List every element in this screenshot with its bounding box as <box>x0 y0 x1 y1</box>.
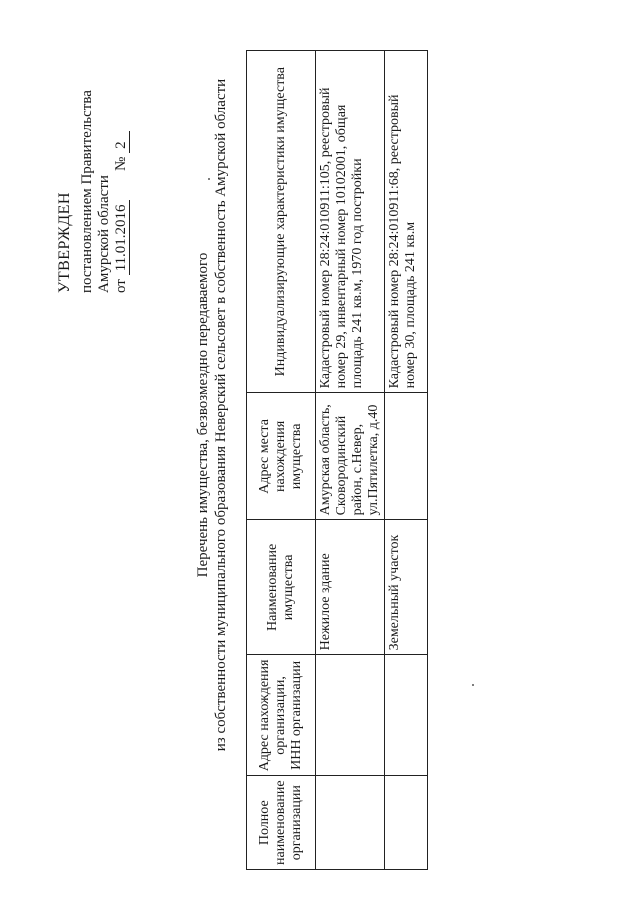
cell-org-name <box>316 776 385 870</box>
approval-line-2: Амурской области <box>96 175 112 293</box>
property-table <box>246 50 428 870</box>
header-property-address: Адрес места нахождения имущества <box>247 393 316 520</box>
cell-characteristics: Кадастровый номер 28:24:010911:68, реестровый номер 30, площадь 241 кв.м <box>385 51 428 393</box>
approval-title: УТВЕРЖДЕН <box>56 192 73 293</box>
cell-org-address <box>316 655 385 776</box>
header-org-name: Полное наименование организации <box>247 776 316 870</box>
approval-block <box>56 33 130 293</box>
scan-speck <box>208 178 210 180</box>
cell-characteristics: Кадастровый номер 28:24:010911:105, реестровый номер 29, инвентарный номер 10102001, общая площадь 241 кв.м, 1970 год постройки <box>316 51 385 393</box>
document-title <box>194 35 230 795</box>
header-org-address: Адрес нахождения организации, ИНН организации <box>247 655 316 776</box>
number-prefix: № <box>113 156 129 171</box>
title-line-1: Перечень имущества, безвозмездно передаваемого <box>195 252 211 578</box>
scan-speck <box>472 684 474 686</box>
cell-property-address <box>385 393 428 520</box>
cell-org-address <box>385 655 428 776</box>
cell-property-name: Земельный участок <box>385 520 428 655</box>
header-characteristics: Индивидуализирующие характеристики имущества <box>247 51 316 393</box>
title-line-2: из собственности муниципального образования Неверский сельсовет в собственность Амурской области <box>213 78 229 752</box>
table-row <box>385 51 428 870</box>
approval-date-line <box>113 33 130 293</box>
cell-property-name: Нежилое здание <box>316 520 385 655</box>
approval-date: 11.01.2016 <box>113 200 130 275</box>
approval-number: 2 <box>113 131 130 153</box>
table-header-row <box>247 51 316 870</box>
table-row <box>316 51 385 870</box>
header-property-name: Наименование имущества <box>247 520 316 655</box>
cell-org-name <box>385 776 428 870</box>
approval-line-1: постановлением Правительства <box>79 90 95 293</box>
date-prefix: от <box>113 279 129 293</box>
cell-property-address: Амурская область, Сковородинский район, с.Невер, ул.Пятилетка, д.40 <box>316 393 385 520</box>
